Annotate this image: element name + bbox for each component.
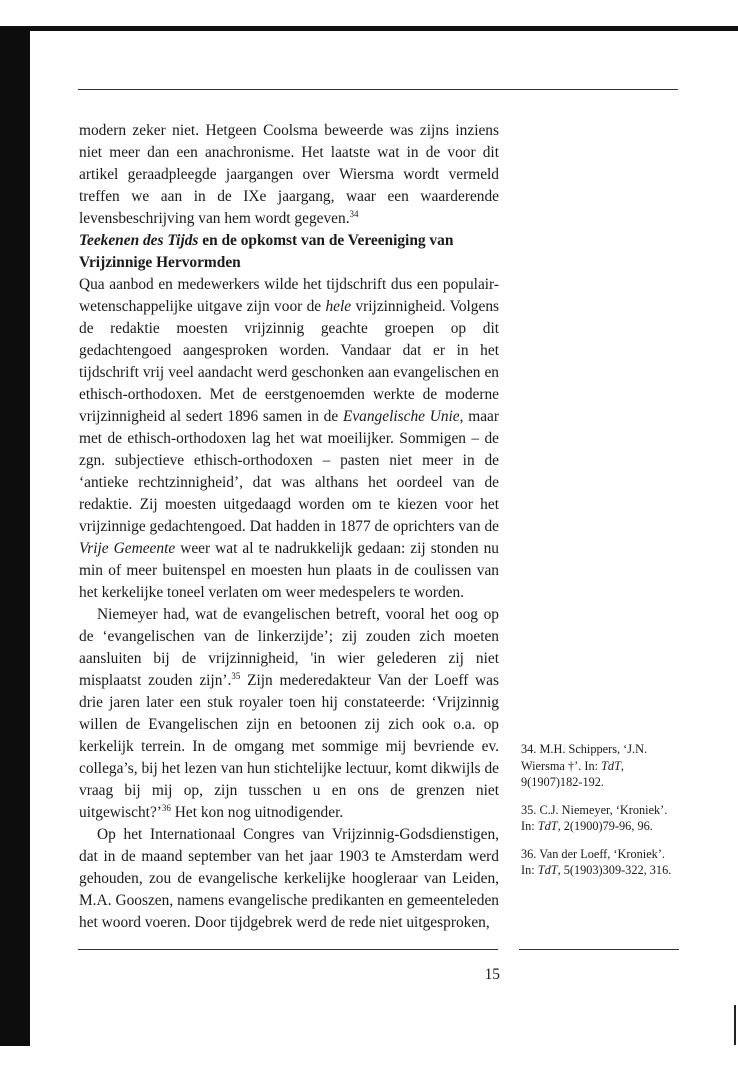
footnote-35-citation: , 2(1900)79-96, 96. [557,819,653,833]
scan-border-left [0,28,30,1046]
footer-rule-margin [519,949,679,950]
footnote-34-text: 34. M.H. Schippers, ‘J.N. Wiersma †’. In: [521,742,648,773]
footnote-ref-34: 34 [349,209,359,219]
footnote-34 [521,741,681,791]
footnote-35-journal: TdT [537,819,558,833]
footnote-36 [521,846,681,879]
p3-text-a: Niemeyer had, wat de evangelischen betreft, vooral het oog op de ‘evangelischen van de linkerzijde’; zij zouden zich moeten aansluiten bij de vrijzinnigheid, 'in wier gelederen zij niet misplaatst zouden zijn’. [79,606,499,689]
paragraph-1-text: modern zeker niet. Hetgeen Coolsma beweerde was zijns inziens niet meer dan een anachronisme. Het laatste wat in de voor dit artikel geraadpleegde jaargangen over Wiersma wordt vermeld treffen we aan in de IXe jaargang, waar een waarderende levensbeschrijving van hem wordt gegeven. [79,122,499,227]
paragraph-2 [79,274,499,604]
p4-text: Op het Internationaal Congres van Vrijzinnig-Godsdienstigen, dat in de maand september van het jaar 1903 te Amsterdam werd gehouden, zou de evangelische kerkelijke hoogleraar van Leiden, M.A. Gooszen, namens evangelische predikanten en gemeenteleden het woord voeren. Door tijdgebrek werd de rede niet uitgesproken, [79,826,499,931]
p2-text-e: , maar met de ethisch-orthodoxen lag het wat moeilijker. Sommigen – de zgn. subjectieve ethisch-orthodoxen – pasten niet meer in de ‘antieke rechtzinnigheid’, dat was althans het oordeel van de redaktie. Zij moesten uitgedaagd worden om te kiezen voor het vrijzinnige gedachtengoed. Dat hadden in 1877 de oprichters van de [79,408,499,535]
main-text-column [79,120,499,934]
footer-rule-main [78,949,498,950]
p2-text-g: weer wat al te nadrukkelijk gedaan: zij stonden nu min of meer buitenspel en moesten hun plaats in de coulissen van het kerkelijke toneel verlaten om weer medespelers te worden. [79,540,499,601]
footnote-35-text: 35. C.J. Niemeyer, ‘Kroniek’. In: [521,802,668,833]
heading-text: en de opkomst van de Vereeniging van Vrijzinnige Hervormden [79,232,454,271]
p2-emph-vrije-gemeente: Vrije Gemeente [79,540,176,557]
paragraph-3 [79,604,499,824]
scan-border-top [0,26,738,31]
paragraph-1 [79,120,499,230]
section-heading [79,230,499,274]
p3-text-b: Zijn mederedakteur Van der Loeff was drie jaren later een stuk royaler toen hij constateerde: ‘Vrijzinnig willen de Evangelischen zijn en betoonen zij zich ook o.a. op kerkelijk terrein. In de omgang met sommige mij bevriende ev. collega’s, bij het lezen van hun stichtelijke lectuur, komt dikwijls de vraag bij mij op, zijn tusschen u en ons de grenzen niet uitgewischt?’ [79,672,499,821]
p3-text-c: Het kon nog uitnodigender. [170,804,344,821]
footnote-ref-35: 35 [231,671,241,681]
p2-emph-evangelische-unie: Evangelische Unie [342,408,460,425]
footnote-36-text: 36. Van der Loeff, ‘Kroniek’. In: [521,846,665,877]
footnote-35 [521,802,681,835]
footnote-36-journal: TdT [537,863,558,877]
footnote-ref-36: 36 [161,803,171,813]
heading-journal-title: Teekenen des Tijds [79,232,199,249]
paragraph-4 [79,824,499,934]
header-rule [78,89,678,90]
footnote-34-journal: TdT [601,758,621,773]
p2-emph-hele: hele [325,298,352,315]
footnote-34-citation: , 9(1907)182-192. [521,758,624,789]
margin-footnotes [521,741,681,890]
page-number: 15 [484,966,500,983]
p2-text-c: vrijzinnigheid. Volgens de redaktie moesten vrijzinnig geachte groepen op dit gedachtengoed aangesproken worden. Vandaar dat er in het tijdschrift vrij veel aandacht werd geschonken aan evangelischen en ethisch-orthodoxen. Met de eerstgenoemden werkte de moderne vrijzinnigheid al sedert 1896 samen in de [79,298,499,425]
scan-edge-mark [734,1005,736,1045]
footnote-36-citation: , 5(1903)309-322, 316. [557,863,672,877]
p2-text-a: Qua aanbod en medewerkers wilde het tijdschrift dus een populair-wetenschappelijke uitgave zijn voor de [79,276,499,315]
